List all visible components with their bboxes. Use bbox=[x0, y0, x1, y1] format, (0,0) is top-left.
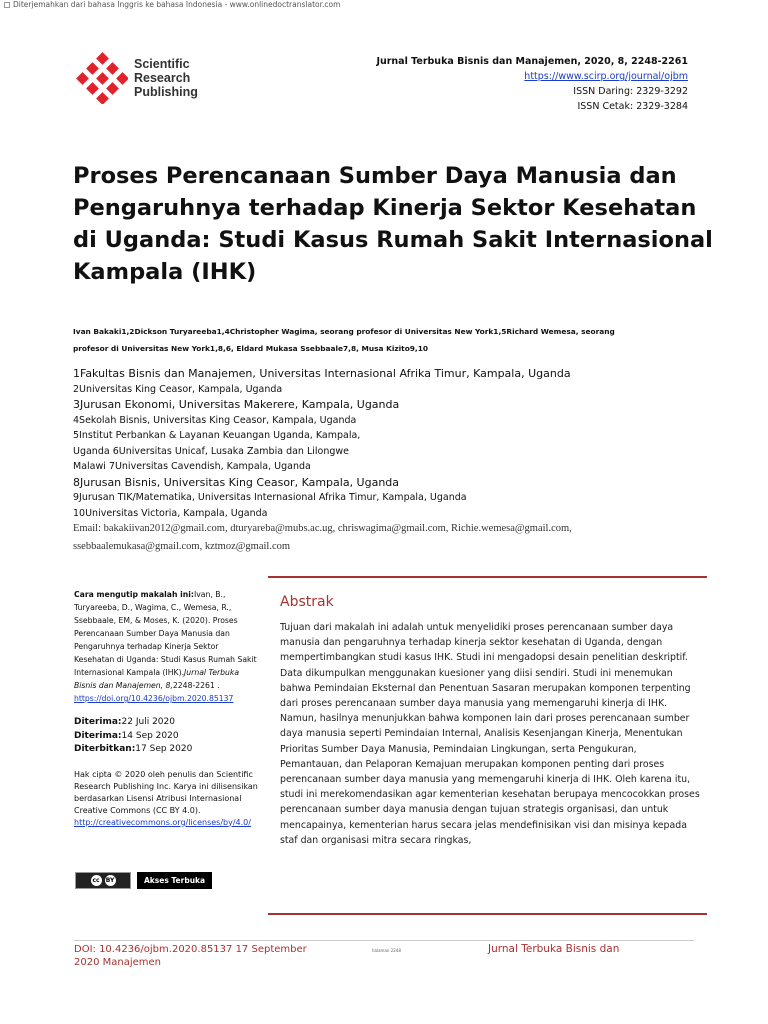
affiliation-item: 8Jurusan Bisnis, Universitas King Ceasor, Kampala, Uganda bbox=[73, 475, 400, 489]
citation-journal: Jurnal Terbuka Bisnis dan Manajemen, 8, bbox=[74, 668, 240, 690]
affiliation-item: 1Fakultas Bisnis dan Manajemen, Universitas Internasional Afrika Timur, Kampala, Uganda bbox=[73, 367, 571, 380]
footer-rule bbox=[74, 940, 694, 941]
abstract-bottom-rule bbox=[268, 913, 707, 915]
received-date: 22 Juli 2020 bbox=[121, 717, 175, 727]
doi-link[interactable]: https://doi.org/10.4236/ojbm.2020.85137 bbox=[74, 694, 234, 703]
abstract-top-rule bbox=[268, 576, 707, 578]
affiliation-item: 3Jurusan Ekonomi, Universitas Makerere, Kampala, Uganda bbox=[73, 398, 400, 411]
affiliation-item: Uganda 6Universitas Unicaf, Lusaka Zambia dan Lilongwe bbox=[73, 445, 350, 457]
license-badges bbox=[75, 872, 212, 889]
issn-online: ISSN Daring: 2329-3292 bbox=[573, 86, 688, 97]
citation-label: Cara mengutip makalah ini: bbox=[74, 590, 194, 599]
publisher-logo bbox=[76, 52, 198, 104]
published-date: 17 Sep 2020 bbox=[135, 744, 193, 754]
open-access-badge[interactable]: Akses Terbuka bbox=[137, 872, 212, 889]
diamond-cluster-icon bbox=[76, 52, 128, 104]
affiliation-item: Malawi 7Universitas Cavendish, Kampala, Uganda bbox=[73, 461, 311, 472]
footer-journal: Jurnal Terbuka Bisnis dan bbox=[488, 943, 620, 955]
footer-doi: DOI: 10.4236/ojbm.2020.85137 17 September 2020 Manajemen bbox=[74, 944, 307, 968]
accepted-date: 14 Sep 2020 bbox=[121, 730, 179, 741]
journal-name: Jurnal Terbuka Bisnis dan Manajemen, 2020, 8, 2248-2261 bbox=[376, 56, 688, 67]
affiliation-item: 10Universitas Victoria, Kampala, Uganda bbox=[73, 507, 268, 519]
copyright-text: Hak cipta © 2020 oleh penulis dan Scientific Research Publishing Inc. Karya ini dilisensikan berdasarkan Lisensi Atribusi Internasional Creative Commons (CC BY 4.0). bbox=[74, 769, 258, 815]
publisher-name: Scientific Research Publishing bbox=[134, 57, 198, 99]
checkbox-icon bbox=[4, 2, 10, 8]
abstract-heading: Abstrak bbox=[280, 594, 334, 610]
dates-block: Diterima:22 Juli 2020 Diterima:14 Sep 2020 Diterbitkan:17 Sep 2020 bbox=[74, 717, 193, 754]
affiliation-item: 5Institut Perbankan & Layanan Keuangan Uganda, Kampala, bbox=[73, 430, 361, 441]
journal-url-link[interactable]: https://www.scirp.org/journal/ojbm bbox=[524, 71, 688, 82]
copyright-block bbox=[74, 769, 259, 829]
paper-title: Proses Perencanaan Sumber Daya Manusia dan Pengaruhnya terhadap Kinerja Sektor Kesehatan di Uganda: Studi Kasus Rumah Sakit Internasional Kampala (IHK) bbox=[73, 163, 713, 285]
affiliation-item: 4Sekolah Bisnis, Universitas King Ceasor, Kampala, Uganda bbox=[73, 414, 357, 426]
affiliation-list bbox=[73, 366, 693, 521]
citation-text: Ivan, B., Turyareeba, D., Wagima, C., Wemesa, R., Ssebbaale, EM, & Moses, K. (2020). Proses Perencanaan Sumber Daya Manusia dan Pengaruhnya terhadap Kinerja Sektor Kesehatan di Uganda: Studi Kasus Rumah Sakit Internasional Kampala (IHK). bbox=[74, 590, 257, 677]
citation-block bbox=[74, 588, 259, 705]
abstract-body: Tujuan dari makalah ini adalah untuk menyelidiki proses perencanaan sumber daya manusia dan pengaruhnya terhadap kinerja sektor kesehatan di Uganda, dengan mempertimbangkan studi kasus IHK. Studi ini mengadopsi desain penelitian deskriptif. Data dikumpulkan menggunakan kuesioner yang diisi sendiri. Studi ini menemukan bahwa Pemindaian Eksternal dan Penentuan Sasaran merupakan komponen terpenting dari proses perencanaan sumber daya manusia yang memengaruhi kinerja di IHK. Namun, hasilnya menunjukkan bahwa komponen lain dari proses perencanaan sumber daya manusia seperti Pemindaian Internal, Analisis Kesenjangan Kinerja, Menentukan Prioritas Sumber Daya Manusia, Pemindaian Lingkungan, serta Pengukuran, Pemantauan, dan Pelaporan Kemajuan merupakan komponen penting dari proses perencanaan sumber daya manusia yang memengaruhi kinerja di IHK. Oleh karena itu, studi ini merekomendasikan agar kementerian kesehatan berupaya mencocokkan proses perencanaan sumber daya manusia dengan tujuan strategis organisasi, dan untuk mencapainya, kementerian harus secara jelas mendefinisikan visi dan misinya kepada staf dan organisasi mitra secara ringkas, bbox=[280, 622, 700, 846]
journal-info bbox=[376, 54, 688, 114]
issn-print: ISSN Cetak: 2329-3284 bbox=[577, 101, 688, 112]
email-list: Email: bakakiivan2012@gmail.com, dturyareba@mubs.ac.ug, chriswagima@gmail.com, Richie.wemesa@gmail.com, ssebbaalemukasa@gmail.com, kztmoz@gmail.com bbox=[73, 523, 572, 552]
affiliation-item: 2Universitas King Ceasor, Kampala, Uganda bbox=[73, 383, 283, 395]
license-link[interactable]: http://creativecommons.org/licenses/by/4.0/ bbox=[74, 817, 251, 827]
footer-page: halaman 2248 bbox=[372, 948, 401, 953]
by-icon: BY bbox=[105, 877, 115, 884]
citation-sidebar bbox=[74, 588, 259, 829]
author-list: Ivan Bakaki1,2Dickson Turyareeba1,4Christopher Wagima, seorang profesor di Universitas New York1,5Richard Wemesa, seorang profesor di Universitas New York1,8,6, Eldard Mukasa Ssebbaale7,8, Musa Kizito9,10 bbox=[73, 327, 615, 353]
cc-by-badge[interactable] bbox=[75, 872, 131, 889]
cc-icon: cc bbox=[92, 877, 100, 884]
translator-note: Diterjemahkan dari bahasa Inggris ke bahasa Indonesia - www.onlinedoctranslator.com bbox=[4, 0, 340, 9]
citation-pages: 2248-2261 . bbox=[172, 681, 220, 690]
affiliation-item: 9Jurusan TIK/Matematika, Universitas Internasional Afrika Timur, Kampala, Uganda bbox=[73, 492, 467, 503]
